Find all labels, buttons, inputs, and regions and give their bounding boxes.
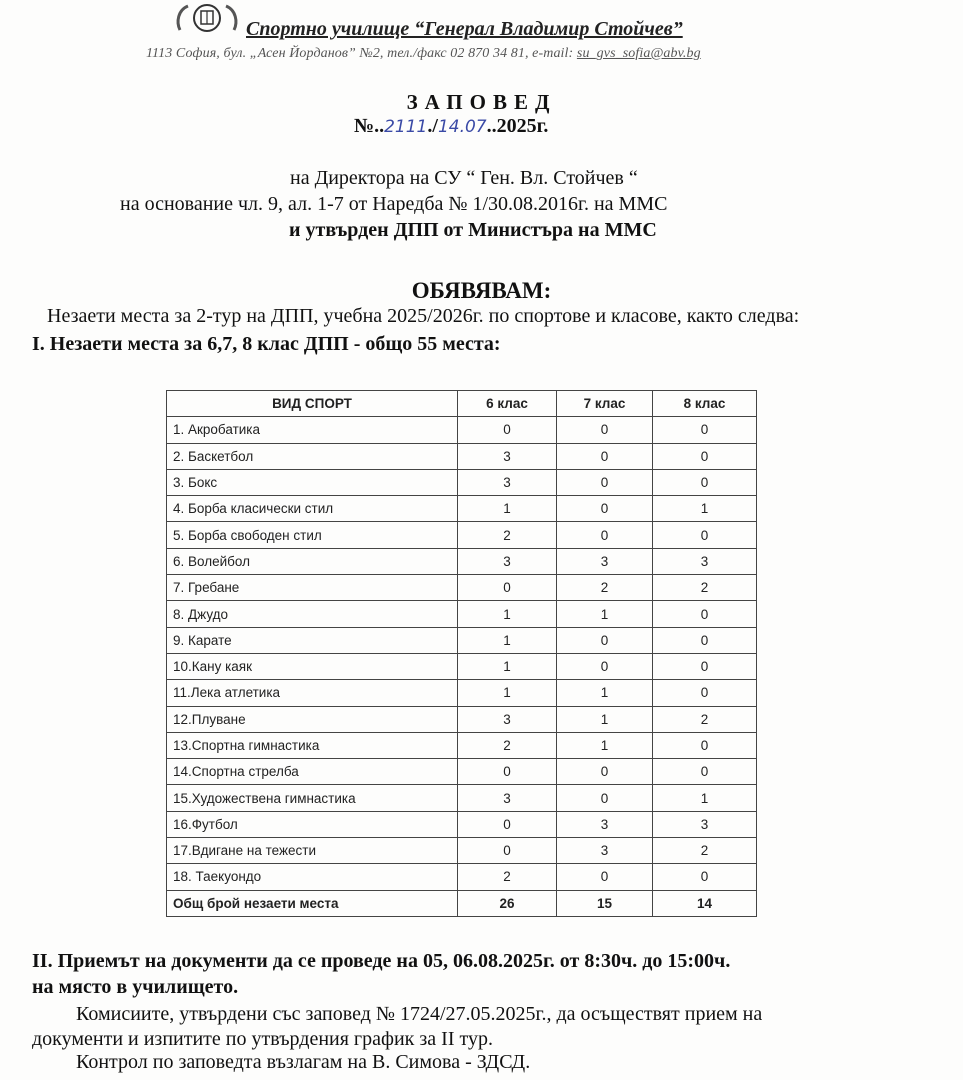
grade-7-count: 0 [557,653,653,679]
sport-name: 11.Лека атлетика [167,680,458,706]
table-row [167,601,757,627]
preamble-line-3: и утвърден ДПП от Министъра на ММС [289,219,657,241]
grade-7-count: 0 [557,496,653,522]
section-1-heading: I. Незаети места за 6,7, 8 клас ДПП - общо 55 места: [32,333,501,355]
header-grade-8: 8 клас [653,391,757,417]
total-grade-7-count: 15 [557,890,653,916]
grade-8-count: 0 [653,653,757,679]
grade-8-count: 0 [653,759,757,785]
grade-8-count: 0 [653,469,757,495]
closing-line-3: Контрол по заповедта възлагам на В. Симова - ЗДСД. [76,1051,531,1073]
intro-text: Незаети места за 2-тур на ДПП, учебна 2025/2026г. по спортове и класове, както следва: [47,305,800,327]
order-number [354,115,548,138]
handwritten-date: 14.07 [437,117,487,137]
grade-8-count: 3 [653,811,757,837]
order-title: ЗАПОВЕД [406,90,557,114]
grade-6-count: 1 [458,680,557,706]
grade-8-count: 2 [653,575,757,601]
sport-name: 5. Борба свободен стил [167,522,458,548]
sport-name: 8. Джудо [167,601,458,627]
header-grade-6: 6 клас [458,391,557,417]
grade-6-count: 1 [458,496,557,522]
address-text: 1113 София, бул. „Асен Йорданов” №2, тел./факс 02 870 34 81, e-mail: [146,46,577,61]
grade-7-count: 1 [557,732,653,758]
grade-6-count: 1 [458,601,557,627]
table-row [167,653,757,679]
table-total-row [167,890,757,916]
grade-7-count: 0 [557,759,653,785]
number-dots: . [379,115,385,137]
grade-6-count: 3 [458,469,557,495]
grade-8-count: 2 [653,706,757,732]
sport-name: 13.Спортна гимнастика [167,732,458,758]
grade-8-count: 0 [653,522,757,548]
sport-name: 16.Футбол [167,811,458,837]
table-row [167,417,757,443]
grade-7-count: 0 [557,443,653,469]
table-row [167,627,757,653]
sport-name: 12.Плуване [167,706,458,732]
table-row [167,469,757,495]
vacancies-table [166,390,757,917]
grade-8-count: 2 [653,838,757,864]
total-sport-name: Общ брой незаети места [167,890,458,916]
closing-line-1: Комисиите, утвърдени със заповед № 1724/27.05.2025г., да осъществят прием на [76,1003,763,1025]
announce-heading: ОБЯВЯВАМ: [411,278,552,303]
section-2-line-1: II. Приемът на документи да се проведе на 05, 06.08.2025г. от 8:30ч. до 15:00ч. [32,950,731,972]
table-row [167,864,757,890]
total-grade-6-count: 26 [458,890,557,916]
grade-7-count: 0 [557,469,653,495]
sport-name: 2. Баскетбол [167,443,458,469]
grade-7-count: 0 [557,417,653,443]
grade-8-count: 1 [653,496,757,522]
grade-8-count: 0 [653,601,757,627]
table-row [167,759,757,785]
grade-7-count: 2 [557,575,653,601]
grade-8-count: 0 [653,443,757,469]
closing-line-2: документи и изпитите по утвърдения график за II тур. [32,1028,493,1050]
grade-7-count: 3 [557,811,653,837]
sport-name: 3. Бокс [167,469,458,495]
handwritten-number: 2111 [384,117,428,137]
preamble-line-2: на основание чл. 9, ал. 1-7 от Наредба № 1/30.08.2016г. на ММС [120,193,668,215]
grade-8-count: 0 [653,732,757,758]
table-row [167,732,757,758]
grade-6-count: 3 [458,548,557,574]
grade-6-count: 3 [458,706,557,732]
table-header-row [167,391,757,417]
section-2-line-2: на място в училището. [32,976,239,998]
header-sport: ВИД СПОРТ [167,391,458,417]
grade-7-count: 1 [557,601,653,627]
grade-6-count: 0 [458,811,557,837]
grade-7-count: 0 [557,864,653,890]
sport-name: 14.Спортна стрелба [167,759,458,785]
grade-8-count: 0 [653,417,757,443]
preamble-line-1: на Директора на СУ “ Ген. Вл. Стойчев “ [290,167,638,189]
table-row [167,680,757,706]
grade-6-count: 0 [458,575,557,601]
grade-6-count: 3 [458,443,557,469]
grade-6-count: 0 [458,417,557,443]
table-row [167,443,757,469]
sport-name: 7. Гребане [167,575,458,601]
grade-6-count: 1 [458,653,557,679]
grade-7-count: 3 [557,548,653,574]
sport-name: 1. Акробатика [167,417,458,443]
school-name: Спортно училище “Генерал Владимир Стойчев” [246,18,683,40]
section-2-heading [32,948,730,1000]
grade-6-count: 2 [458,864,557,890]
sport-name: 4. Борба класически стил [167,496,458,522]
grade-6-count: 2 [458,732,557,758]
grade-7-count: 1 [557,706,653,732]
sport-name: 6. Волейбол [167,548,458,574]
grade-6-count: 0 [458,759,557,785]
sport-name: 9. Карате [167,627,458,653]
grade-7-count: 3 [557,838,653,864]
grade-6-count: 2 [458,522,557,548]
table-row [167,706,757,732]
grade-8-count: 0 [653,627,757,653]
grade-8-count: 3 [653,548,757,574]
table-row [167,785,757,811]
table-row [167,811,757,837]
table-row [167,522,757,548]
grade-8-count: 0 [653,680,757,706]
table-row [167,548,757,574]
number-dots: .. [486,115,497,137]
grade-7-count: 0 [557,627,653,653]
grade-6-count: 0 [458,838,557,864]
sport-name: 15.Художествена гимнастика [167,785,458,811]
grade-6-count: 1 [458,627,557,653]
number-suffix: 2025г. [496,115,549,137]
grade-8-count: 1 [653,785,757,811]
total-grade-8-count: 14 [653,890,757,916]
sport-name: 17.Вдигане на тежести [167,838,458,864]
email-link[interactable]: su_gvs_sofia@abv.bg [576,46,701,61]
header-grade-7: 7 клас [557,391,653,417]
grade-6-count: 3 [458,785,557,811]
grade-7-count: 0 [557,522,653,548]
grade-7-count: 0 [557,785,653,811]
number-prefix: №. [354,115,380,137]
grade-7-count: 1 [557,680,653,706]
table-row [167,838,757,864]
sport-name: 18. Таекуондо [167,864,458,890]
table-row [167,496,757,522]
sport-name: 10.Кану каяк [167,653,458,679]
school-logo-icon [174,2,240,34]
grade-8-count: 0 [653,864,757,890]
number-dots: ./ [427,115,438,137]
table-row [167,575,757,601]
school-address [146,46,701,62]
